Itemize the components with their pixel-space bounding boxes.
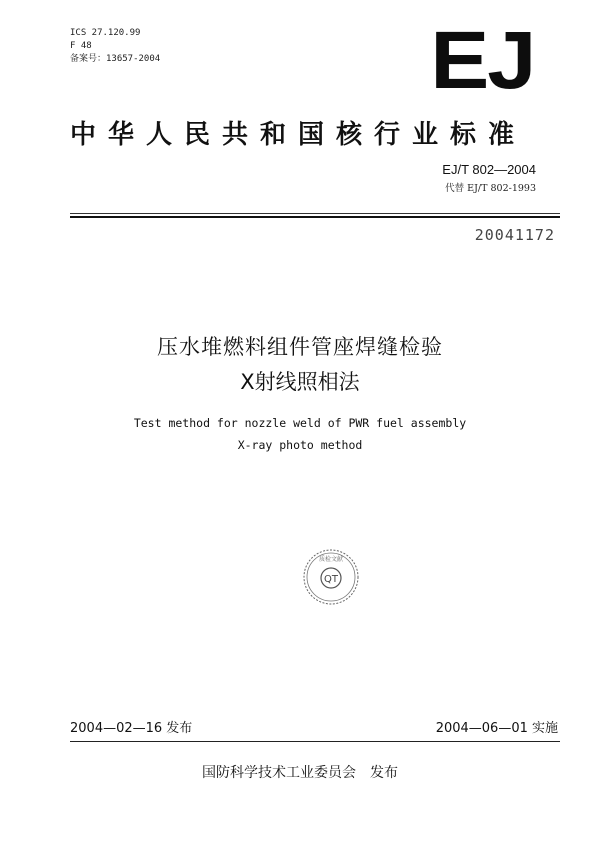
ej-logo: EJ [429, 15, 534, 106]
footer-divider [70, 741, 560, 742]
issuer-action: 发布 [370, 765, 398, 781]
library-seal [302, 548, 360, 606]
standard-title: 中华人民共和国核行业标准 [70, 120, 527, 150]
record-number: 备案号：13657-2004 [70, 54, 161, 64]
title-cn-line1: 压水堆燃料组件管座焊缝检验 [157, 335, 443, 359]
seal-ring-text: 质检文献 [318, 556, 344, 563]
standard-code: EJ/T 802—2004 [442, 162, 536, 177]
issuer-line [0, 762, 600, 782]
header-meta [70, 27, 160, 66]
title-cn-line2: X射线照相法 [240, 370, 360, 394]
header-divider-thick [70, 216, 560, 218]
title-en-line1: Test method for nozzle weld of PWR fuel assembly [133, 416, 467, 430]
title-en-line2: X-ray photo method [237, 438, 363, 452]
ics-code: ICS 27.120.99 [70, 28, 141, 38]
category-code: F 48 [70, 41, 92, 51]
effective-date: 2004—06—01 实施 [435, 721, 558, 736]
issuer-name: 国防科学技术工业委员会 [202, 765, 356, 781]
header-divider-thin [70, 213, 560, 214]
publish-date: 2004—02—16 发布 [70, 721, 193, 736]
stamp-number: 20041172 [474, 226, 555, 244]
seal-center-text: QT [324, 574, 338, 585]
replaces-note: 代替 EJ/T 802-1993 [445, 183, 536, 194]
